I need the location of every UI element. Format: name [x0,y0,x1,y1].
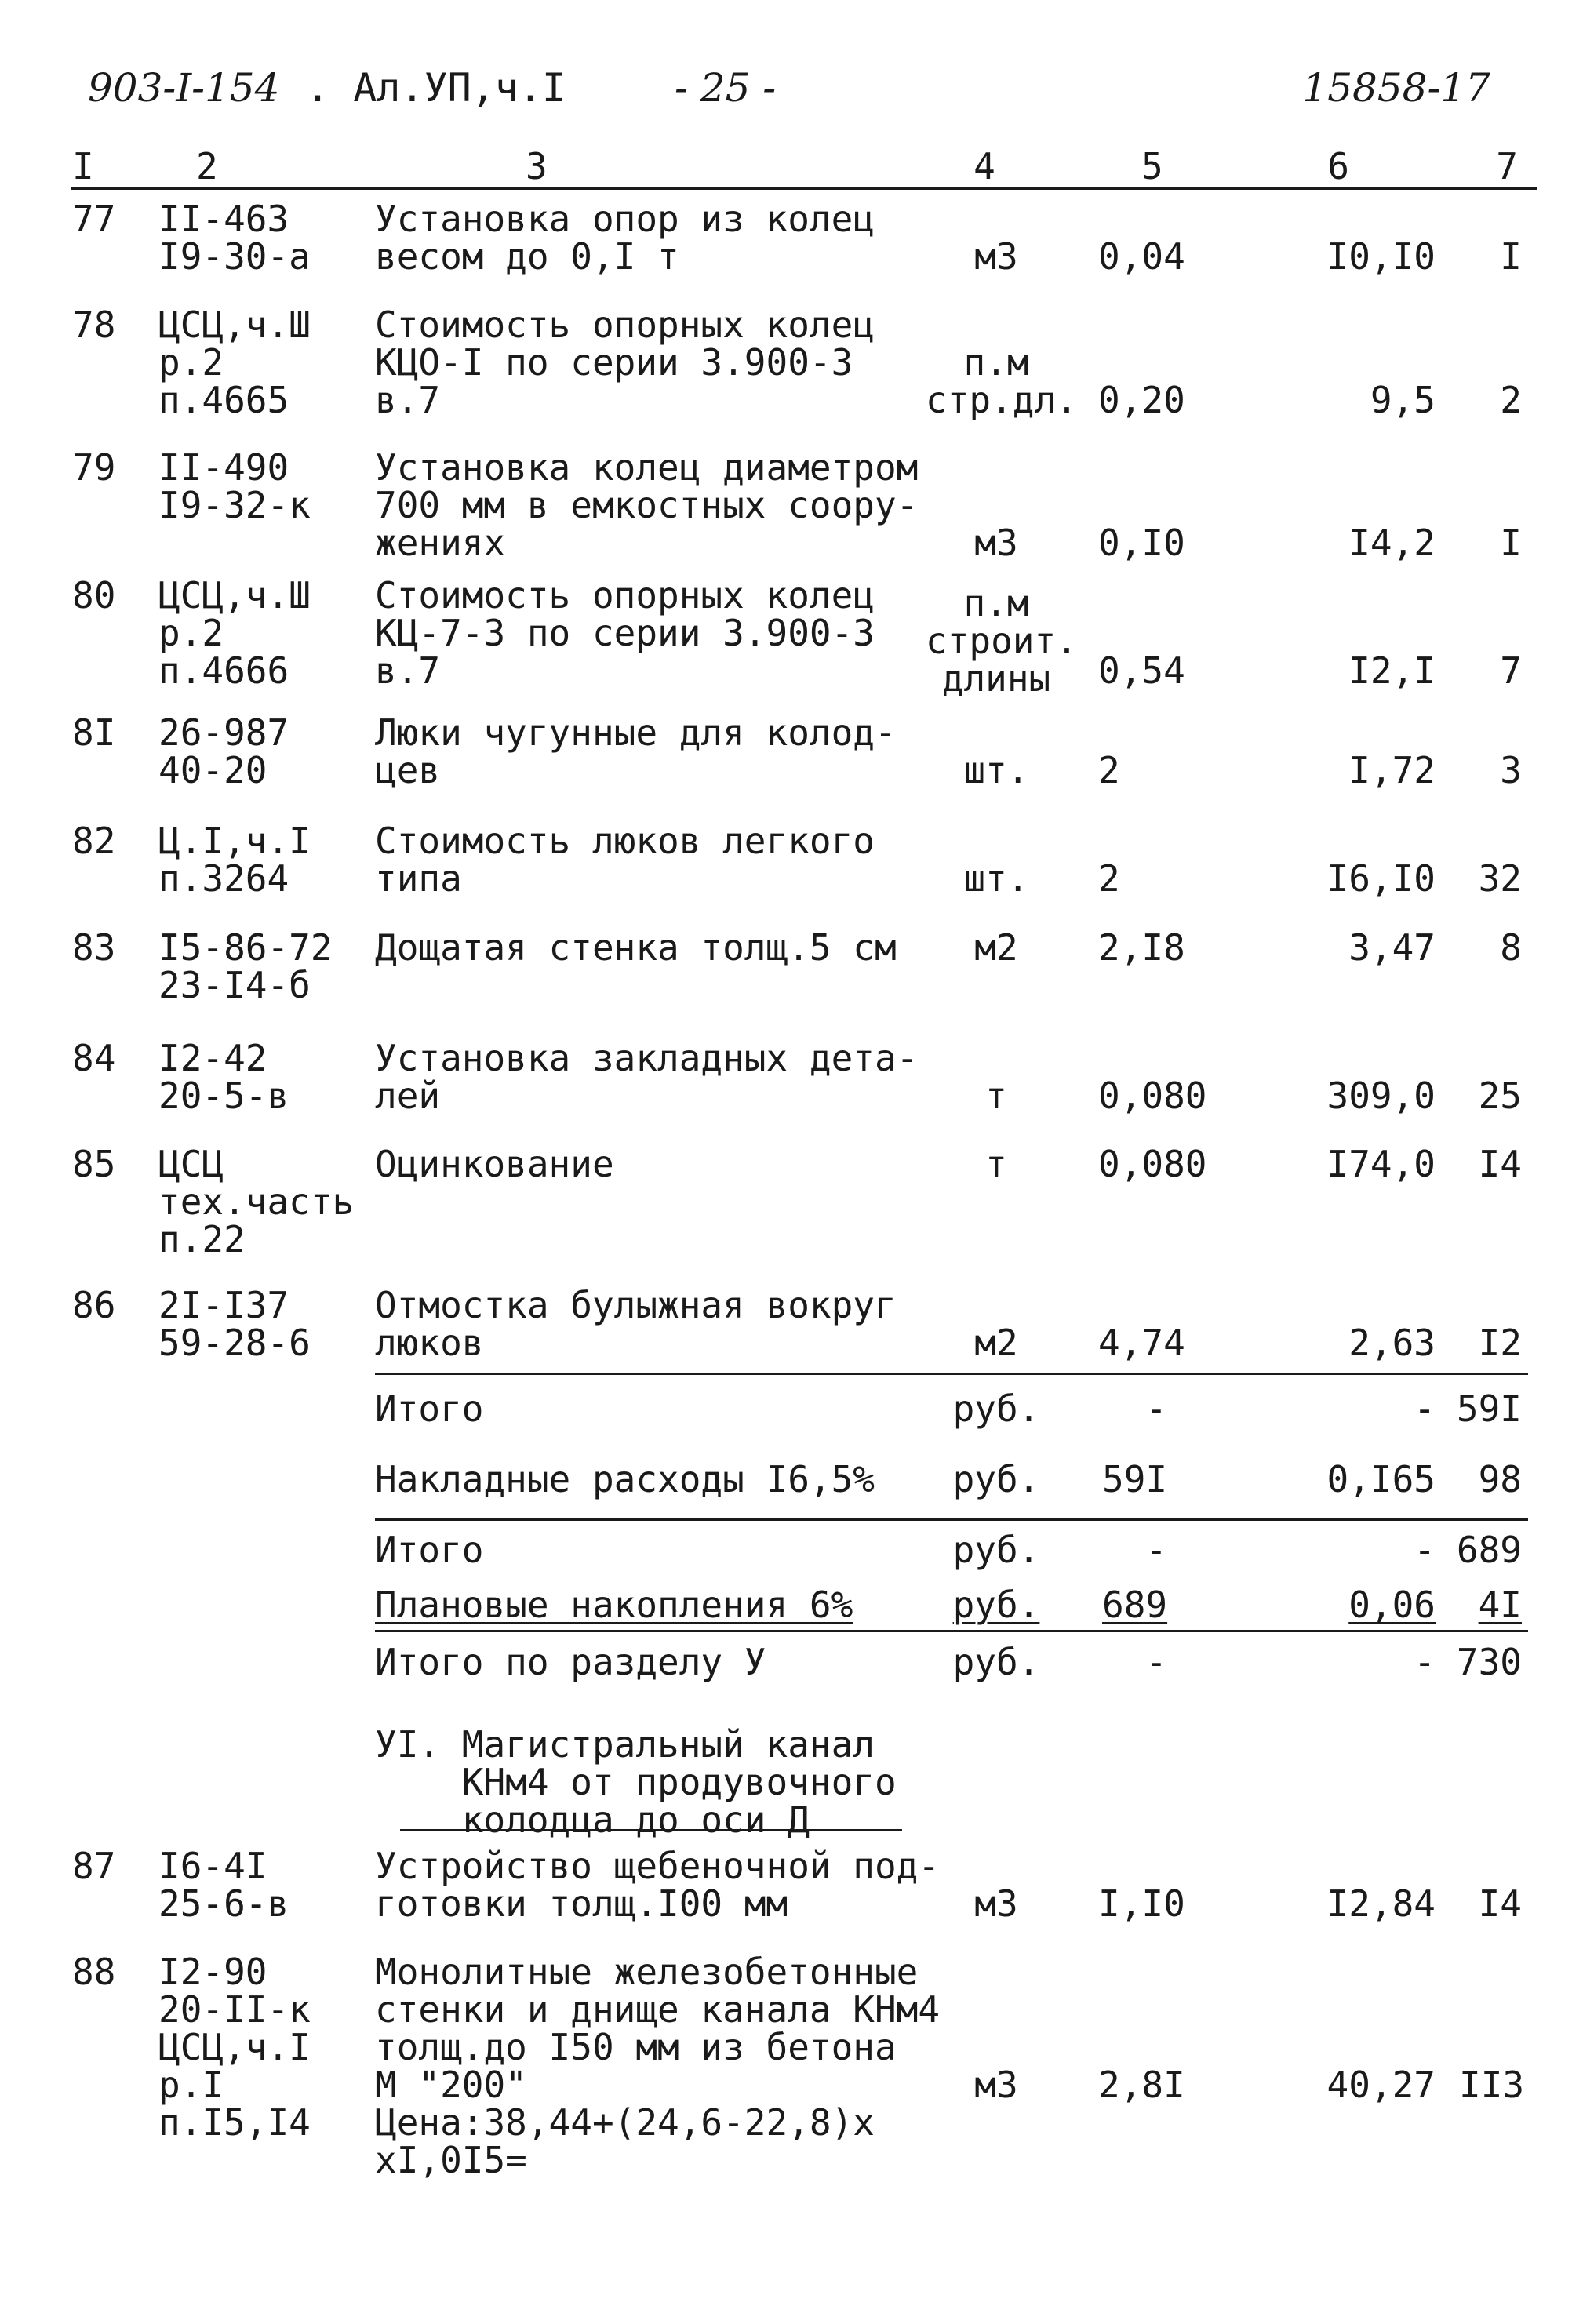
row-unit: п.м стр.дл. [926,341,1078,421]
row-price: I,72 [1348,749,1436,791]
summary-unit: руб. [952,1584,1040,1626]
row-name: Устройство щебеночной под- готовки толщ.I00 мм [375,1845,941,1925]
summary-label: Накладные расходы I6,5% [375,1458,875,1500]
row-price: I4,2 [1348,522,1436,564]
row-unit: м2 [974,926,1018,969]
row-name: Дощатая стенка толщ.5 см [375,926,897,969]
row-number: 84 [72,1037,116,1079]
row-price: I2,84 [1326,1882,1436,1925]
row-number: 77 [72,198,116,240]
row-name: Оцинкование [375,1143,614,1185]
row-price: 2,63 [1348,1322,1436,1364]
row-quantity: 4,74 [1098,1322,1185,1364]
row-quantity: 2,8I [1098,2064,1185,2106]
row-quantity: 2 [1098,749,1120,791]
row-quantity: 0,54 [1098,649,1185,692]
column-number: 3 [526,145,548,187]
header-document-number: 15858-17 [1302,65,1490,111]
summary-unit: руб. [952,1387,1040,1430]
column-number: 5 [1141,145,1163,187]
row-name: Стоимость опорных колец КЦО-I по серии 3.900-3 в.7 [375,304,875,421]
summary-base: 689 [1102,1584,1168,1626]
row-code: II-463 I9-30-а [158,198,311,278]
row-total: II3 [1459,2064,1525,2106]
row-code: II-490 I9-32-к [158,446,311,526]
row-price: 3,47 [1348,926,1436,969]
row-unit: п.м строит. длины [926,582,1078,700]
summary-unit: руб. [952,1641,1040,1683]
summary-rate: - [1414,1641,1436,1683]
summary-base: - [1145,1387,1167,1430]
row-quantity: 0,I0 [1098,522,1185,564]
summary-label: Итого [375,1529,484,1571]
summary-total: 98 [1478,1458,1522,1500]
summary-rate: 0,I65 [1326,1458,1436,1500]
row-unit: м3 [974,235,1018,278]
row-name: Стоимость опорных колец КЦ-7-3 по серии 3.900-3 в.7 [375,574,875,692]
row-total: 25 [1478,1075,1522,1117]
summary-unit: руб. [952,1458,1040,1500]
row-unit: шт. [963,749,1029,791]
row-quantity: 2 [1098,857,1120,900]
summary-total: 4I [1478,1584,1522,1626]
row-total: 7 [1500,649,1522,692]
row-total: 32 [1478,857,1522,900]
row-number: 85 [72,1143,116,1185]
row-total: I2 [1478,1322,1522,1364]
row-code: I2-90 20-II-к ЦСЦ,ч.I р.I п.I5,I4 [158,1951,311,2144]
row-unit: м3 [974,2064,1018,2106]
summary-unit: руб. [952,1529,1040,1571]
summary-rule [375,1630,1528,1632]
row-quantity: 0,080 [1098,1143,1207,1185]
column-number: I [72,145,94,187]
row-name: Установка колец диаметром 700 мм в емкостных соору- жениях [375,446,919,564]
row-price: 40,27 [1326,2064,1436,2106]
row-total: I [1500,522,1522,564]
row-code: I6-4I 25-6-в [158,1845,289,1925]
row-number: 8I [72,711,116,754]
summary-rule [375,1518,1528,1521]
row-name: Люки чугунные для колод- цев [375,711,897,791]
row-number: 82 [72,820,116,862]
row-price: I74,0 [1326,1143,1436,1185]
row-name: Стоимость люков легкого типа [375,820,875,900]
summary-base: 59I [1102,1458,1168,1500]
header-code: 903-I-154 [88,65,280,111]
row-name: Отмостка булыжная вокруг люков [375,1284,897,1364]
row-price: I0,I0 [1326,235,1436,278]
section-title: УI. Магистральный канал КНм4 от продувочного колодца до оси Д [375,1723,897,1841]
row-quantity: 0,04 [1098,235,1185,278]
row-code: 2I-I37 59-28-6 [158,1284,311,1364]
row-name: Установка опор из колец весом до 0,I т [375,198,875,278]
header-album: . Ал.УП,ч.I [306,65,566,111]
summary-total: 730 [1456,1641,1522,1683]
row-total: I4 [1478,1143,1522,1185]
header-rule [71,187,1537,190]
row-price: 309,0 [1326,1075,1436,1117]
row-total: 3 [1500,749,1522,791]
row-total: 2 [1500,379,1522,421]
row-code: I5-86-72 23-I4-б [158,926,333,1006]
row-number: 87 [72,1845,116,1887]
summary-label: Плановые накопления 6% [375,1584,853,1626]
row-quantity: 2,I8 [1098,926,1185,969]
row-price: I2,I [1348,649,1436,692]
row-number: 86 [72,1284,116,1326]
row-quantity: I,I0 [1098,1882,1185,1925]
row-number: 83 [72,926,116,969]
row-price: I6,I0 [1326,857,1436,900]
summary-rate: - [1414,1529,1436,1571]
summary-base: - [1145,1641,1167,1683]
column-number: 7 [1496,145,1518,187]
summary-label: Итого по разделу У [375,1641,766,1683]
section-title-underline [400,1829,902,1831]
row-code: Ц.I,ч.I п.3264 [158,820,311,900]
row-code: 26-987 40-20 [158,711,289,791]
summary-base: - [1145,1529,1167,1571]
row-code: ЦСЦ тех.часть п.22 [158,1143,355,1260]
row-total: I [1500,235,1522,278]
summary-total: 689 [1456,1529,1522,1571]
column-number: 2 [196,145,218,187]
summary-rate: - [1414,1387,1436,1430]
row-unit: шт. [963,857,1029,900]
row-code: ЦСЦ,ч.Ш р.2 п.4666 [158,574,311,692]
summary-label: Итого [375,1387,484,1430]
row-quantity: 0,080 [1098,1075,1207,1117]
header-page-number: - 25 - [675,65,777,111]
row-code: I2-42 20-5-в [158,1037,289,1117]
row-price: 9,5 [1370,379,1436,421]
row-unit: м3 [974,522,1018,564]
row-unit: т [985,1143,1007,1185]
row-quantity: 0,20 [1098,379,1185,421]
summary-rule [375,1373,1528,1375]
row-total: I4 [1478,1882,1522,1925]
column-number: 4 [973,145,995,187]
row-number: 80 [72,574,116,616]
row-unit: м2 [974,1322,1018,1364]
row-code: ЦСЦ,ч.Ш р.2 п.4665 [158,304,311,421]
summary-total: 59I [1456,1387,1522,1430]
row-unit: т [985,1075,1007,1117]
row-name: Установка закладных дета- лей [375,1037,919,1117]
summary-rate: 0,06 [1348,1584,1436,1626]
row-number: 88 [72,1951,116,1993]
row-total: 8 [1500,926,1522,969]
column-number: 6 [1327,145,1349,187]
row-number: 78 [72,304,116,346]
row-number: 79 [72,446,116,489]
row-unit: м3 [974,1882,1018,1925]
row-name: Монолитные железобетонные стенки и днище канала КНм4 толщ.до I50 мм из бетона М "200" Цена:38,44+(24,6-22,8)х хI,0I5= [375,1951,941,2181]
